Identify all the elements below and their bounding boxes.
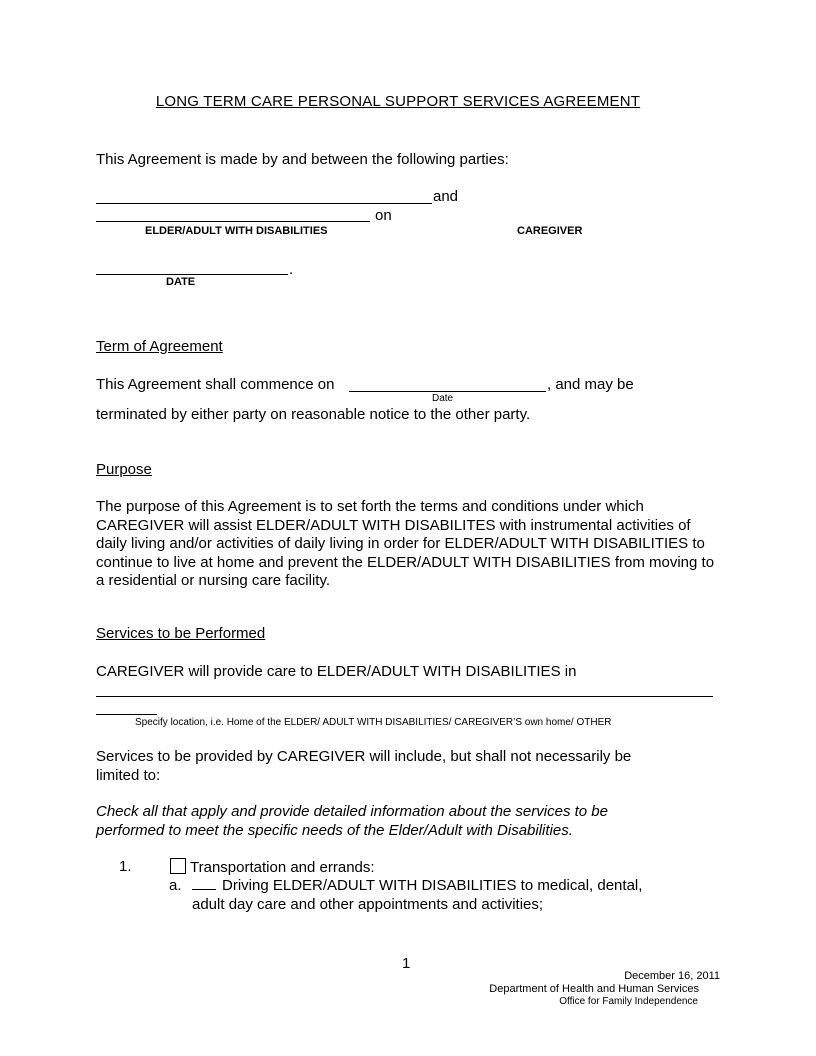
- agreement-date-line[interactable]: [96, 274, 288, 275]
- item1-row: [170, 858, 375, 876]
- commence-date-line[interactable]: [349, 391, 546, 392]
- purpose-heading: Purpose: [96, 461, 152, 478]
- term-line1-end: , and may be: [547, 376, 634, 393]
- location-line[interactable]: [96, 696, 713, 697]
- item1a-letter: a.: [169, 877, 182, 894]
- term-line2: terminated by either party on reasonable notice to the other party.: [96, 406, 531, 423]
- elder-label: ELDER/ADULT WITH DISABILITIES: [145, 225, 328, 237]
- item1a-line1: Driving ELDER/ADULT WITH DISABILITIES to medical, dental,: [222, 877, 643, 894]
- instructions-text: Check all that apply and provide detailed information about the services to be performed to meet the specific needs of the Elder/Adult with Disabilities.: [96, 803, 608, 839]
- item1-label: Transportation and errands:: [190, 859, 375, 876]
- caregiver-label: CAREGIVER: [517, 225, 583, 237]
- date-label: DATE: [166, 276, 196, 288]
- date-period: .: [289, 261, 294, 278]
- term-date-label: Date: [432, 393, 454, 404]
- page-number: 1: [402, 955, 411, 972]
- purpose-text: The purpose of this Agreement is to set forth the terms and conditions under which CAREGIVER will assist ELDER/ADULT WITH DISABILITES with instrumental activities of daily living and/or activities of daily living in order for ELDER/ADULT WITH DISABILITIES to continue to live at home and prevent the ELDER/ADULT WITH DISABILITIES from moving to a residential or nursing care facility.: [96, 498, 715, 590]
- include-text: Services to be provided by CAREGIVER will include, but shall not necessarily be limited to:: [96, 748, 632, 784]
- on-word: on: [375, 207, 392, 224]
- term-line1-start: This Agreement shall commence on: [96, 376, 335, 393]
- and-word: and: [433, 188, 459, 205]
- services-heading: Services to be Performed: [96, 625, 266, 642]
- term-heading: Term of Agreement: [96, 338, 223, 355]
- footer-department: Department of Health and Human Services: [489, 983, 699, 995]
- footer-office: Office for Family Independence: [559, 996, 698, 1007]
- document-title: LONG TERM CARE PERSONAL SUPPORT SERVICES AGREEMENT: [155, 93, 641, 110]
- transportation-checkbox[interactable]: [170, 858, 186, 874]
- footer-date: December 16, 2011: [624, 970, 720, 982]
- caregiver-name-line[interactable]: [96, 221, 370, 222]
- item1a-blank[interactable]: [192, 877, 216, 890]
- location-hint: Specify location, i.e. Home of the ELDER/ ADULT WITH DISABILITIES/ CAREGIVER’S own home/ OTHER: [135, 717, 612, 728]
- intro-text: This Agreement is made by and between the following parties:: [96, 151, 509, 168]
- elder-name-line[interactable]: [96, 203, 432, 204]
- item1-number: 1.: [119, 858, 132, 875]
- provide-text: CAREGIVER will provide care to ELDER/ADULT WITH DISABILITIES in: [96, 663, 577, 680]
- location-line-cont[interactable]: [96, 714, 157, 715]
- item1a-line2: adult day care and other appointments and activities;: [192, 896, 544, 913]
- item1a-row: [192, 877, 642, 894]
